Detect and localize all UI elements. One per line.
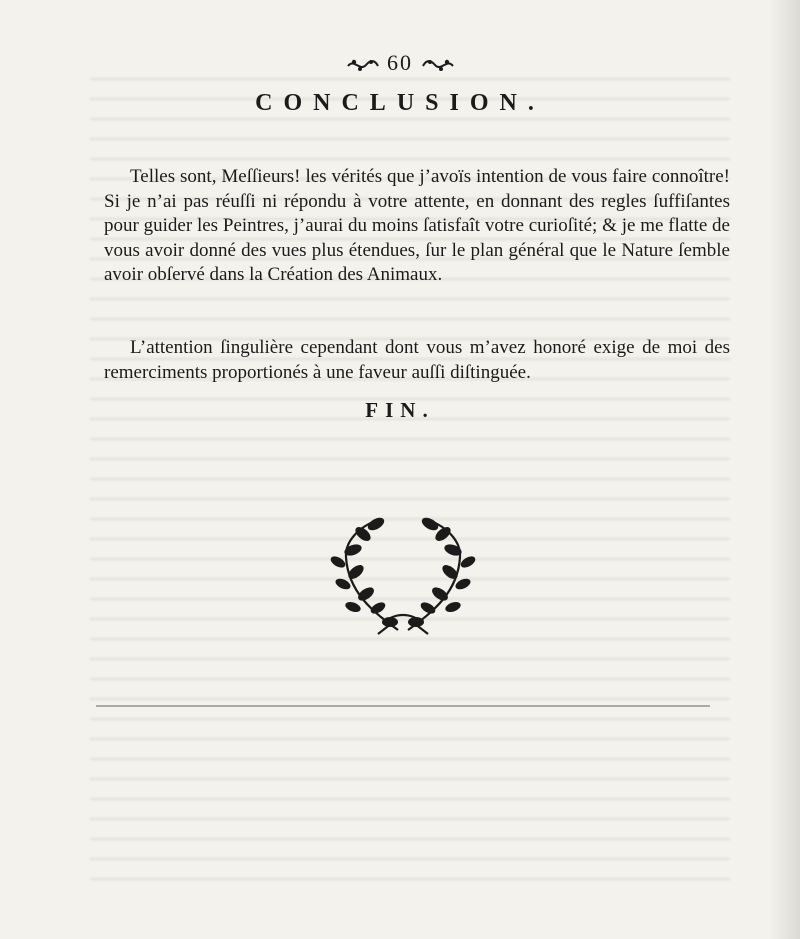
closing-word: FIN. [365, 398, 435, 422]
footnote-rule-bleed [96, 705, 710, 707]
vine-flourish-icon [346, 56, 380, 74]
laurel-wreath-ribbon-icon [318, 512, 488, 642]
vine-flourish-icon [421, 56, 455, 74]
chapter-heading: CONCLUSION. [255, 90, 545, 116]
body-paragraph: Telles sont, Meſſieurs! les vérités que j’avoïs intention de vous faire connoître! Si je n’ai pas réuſſi ni répondu à votre attente, en donnant des regles ſuffiſantes pour guider les Peintres, j’aurai du moins ſatisfaît votre curioſité; & je me flatte de vous avoir donné des vues plus étendues, ſur le plan général que le Nature ſemble avoir obſervé dans la Création des Animaux. [104, 166, 730, 285]
page-number: 60 [387, 50, 413, 75]
page-edge-shadow [770, 0, 800, 939]
body-paragraph: L’attention ſingulière cependant dont vous m’avez honoré exige de moi des remerciments proportionés à une faveur auſſi diſtinguée. [104, 337, 730, 383]
page-number-line [0, 50, 800, 76]
